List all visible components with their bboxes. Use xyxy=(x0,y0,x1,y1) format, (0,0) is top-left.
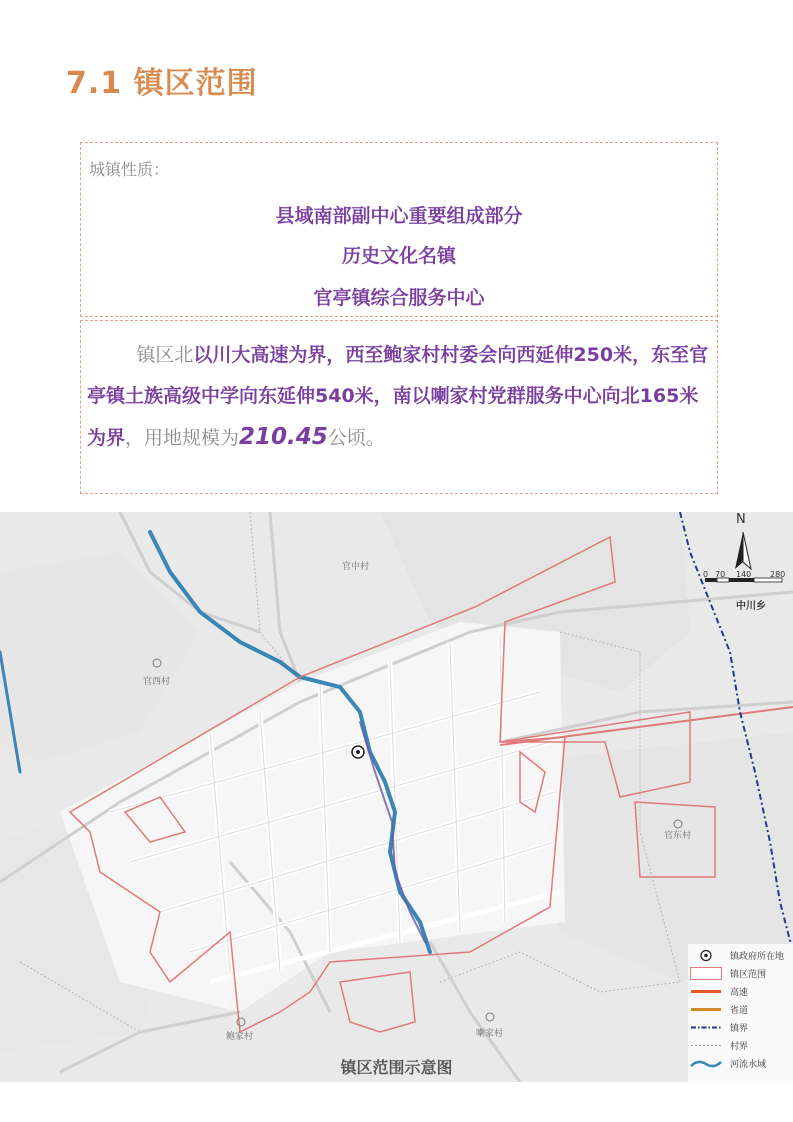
town-nature-box xyxy=(80,142,718,317)
legend-label-gov-site: 镇政府所在地 xyxy=(730,952,785,962)
town-nature-line-2: 历史文化名镇 xyxy=(341,245,456,267)
map-caption: 镇区范围示意图 xyxy=(340,1058,453,1077)
legend-label-town-border: 镇界 xyxy=(730,1024,749,1034)
gov-site-icon xyxy=(690,949,722,962)
legend-label-provincial-road: 省道 xyxy=(730,1006,749,1016)
town-scope-text xyxy=(87,335,711,459)
village-label-guanzhong: 官中村 xyxy=(342,562,370,572)
legend-label-river: 河流水域 xyxy=(730,1060,767,1070)
town-area-swatch xyxy=(690,967,722,980)
town-area-map xyxy=(0,512,793,1082)
scale-tick-280: 280 xyxy=(770,570,786,579)
town-scope-box xyxy=(80,320,718,494)
scale-tick-70: 70 xyxy=(715,570,726,579)
scope-area: 210.45 xyxy=(239,424,328,450)
map-canvas xyxy=(0,512,793,1082)
legend-label-expressway: 高速 xyxy=(730,988,749,998)
scope-boundary: 以川大高速为界，西至鲍家村村委会向西延伸250米，东至官亭镇土族高级中学向东延伸540米，南以喇家村党群服务中心向北165米为界 xyxy=(87,344,709,449)
scope-mid: ，用地规模为 xyxy=(125,427,240,449)
legend-item-expressway xyxy=(690,984,790,1000)
provincial-road-swatch xyxy=(690,1003,722,1016)
legend-label-town-area: 镇区范围 xyxy=(730,970,767,980)
town-nature-line-1: 县域南部副中心重要组成部分 xyxy=(275,205,523,227)
scope-unit: 公顷。 xyxy=(327,427,385,449)
legend-item-town-border xyxy=(690,1020,790,1036)
village-label-guanxi: 官西村 xyxy=(143,677,171,687)
legend-item-provincial-road xyxy=(690,1002,790,1018)
section-title: 7.1 镇区范围 xyxy=(66,66,258,101)
legend-item-village-border xyxy=(690,1038,790,1054)
scope-lead: 镇区北 xyxy=(136,344,194,366)
expressway-swatch xyxy=(690,985,722,998)
town-nature-label: 城镇性质： xyxy=(89,160,170,179)
legend-label-village-border: 村界 xyxy=(730,1042,749,1052)
scale-tick-0: 0 xyxy=(703,570,709,579)
village-label-lajia: 喇家村 xyxy=(476,1029,504,1039)
legend-item-gov-site xyxy=(690,948,790,964)
town-border-swatch xyxy=(690,1021,722,1034)
north-label: N xyxy=(736,512,746,527)
village-border-swatch xyxy=(690,1039,722,1052)
legend-item-town-area xyxy=(690,966,790,982)
town-nature-line-3: 官亭镇综合服务中心 xyxy=(313,287,485,309)
scale-tick-140: 140 xyxy=(736,570,752,579)
north-arrow-icon xyxy=(700,524,790,604)
neighbor-township-label: 中川乡 xyxy=(736,601,766,612)
village-label-baojia: 鲍家村 xyxy=(226,1032,254,1042)
village-label-guandong: 官东村 xyxy=(664,831,692,841)
